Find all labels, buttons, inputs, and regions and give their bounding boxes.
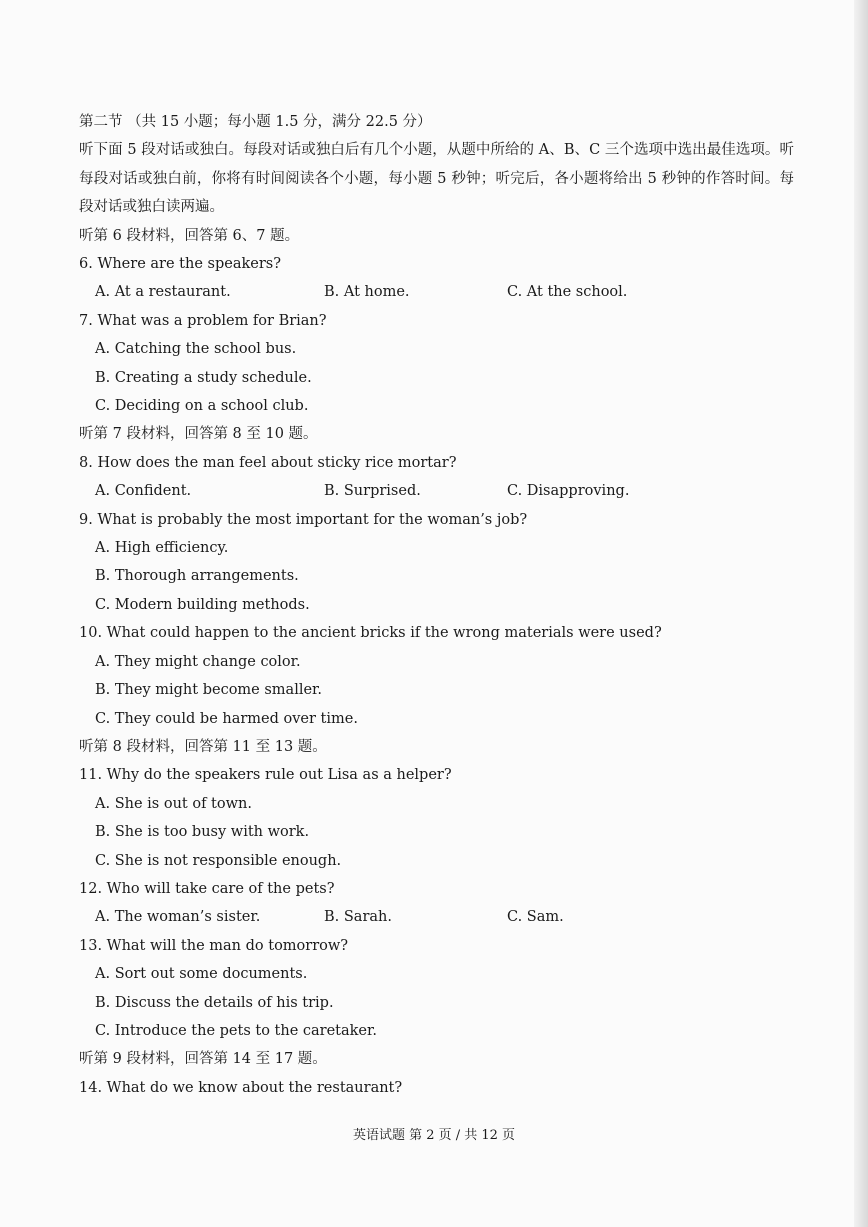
answer-option: A. At a restaurant. [95,284,231,301]
answer-option: B. At home. [324,284,410,301]
answer-option: B. Discuss the details of his trip. [95,994,334,1011]
question-stem: 14. What do we know about the restaurant? [79,1079,403,1096]
question-stem: 6. Where are the speakers? [79,256,281,273]
answer-option: C. She is not responsible enough. [95,852,342,869]
question-list [79,222,794,1103]
question-stem: 8. How does the man feel about sticky rice mortar? [79,454,457,471]
material-note: 听第 9 段材料，回答第 14 至 17 题。 [79,1051,327,1068]
answer-options-row [79,903,794,931]
page-edge-shadow [854,0,868,1227]
answer-option: A. They might change color. [95,653,301,670]
answer-option: A. Catching the school bus. [95,341,297,358]
answer-option: C. Sam. [507,909,564,926]
question-stem: 12. Who will take care of the pets? [79,880,335,897]
question-stem: 9. What is probably the most important for the woman’s job? [79,511,528,528]
question-stem: 13. What will the man do tomorrow? [79,937,349,954]
section-instructions: 听下面 5 段对话或独白。每段对话或独白后有几个小题，从题中所给的 A、B、C 三个选项中选出最佳选项。听每段对话或独白前，你将有时间阅读各个小题，每小题 5 秒钟；听完后，各小题将给出 5 秒钟的作答时间。每段对话或独白读两遍。 [79,142,794,216]
page-content [79,108,794,1102]
answer-option: B. Sarah. [324,909,392,926]
material-note: 听第 7 段材料，回答第 8 至 10 题。 [79,426,318,443]
answer-option: A. Confident. [95,483,192,500]
answer-option: B. Creating a study schedule. [95,369,312,386]
answer-option: C. Introduce the pets to the caretaker. [95,1022,377,1039]
page-footer: 英语试题 第 2 页 / 共 12 页 [352,1128,516,1143]
answer-option: A. She is out of town. [95,795,252,812]
answer-option: A. High efficiency. [95,540,229,557]
answer-options-row [79,278,794,306]
material-note: 听第 6 段材料，回答第 6、7 题。 [79,227,300,244]
answer-options-row [79,477,794,505]
answer-option: C. At the school. [507,284,628,301]
answer-option: B. She is too busy with work. [95,824,310,841]
answer-option: B. Surprised. [324,483,421,500]
answer-option: B. They might become smaller. [95,682,323,699]
answer-option: A. The woman’s sister. [95,909,261,926]
section-heading: 第二节 （共 15 小题；每小题 1.5 分，满分 22.5 分） [79,114,432,130]
material-note: 听第 8 段材料，回答第 11 至 13 题。 [79,738,327,755]
answer-option: C. Disapproving. [507,483,630,500]
answer-option: B. Thorough arrangements. [95,568,299,585]
question-stem: 11. Why do the speakers rule out Lisa as a helper? [79,767,452,784]
question-stem: 7. What was a problem for Brian? [79,312,327,329]
answer-option: C. Modern building methods. [95,596,310,613]
answer-option: C. They could be harmed over time. [95,710,358,727]
answer-option: A. Sort out some documents. [95,966,308,983]
question-stem: 10. What could happen to the ancient bricks if the wrong materials were used? [79,625,662,642]
answer-option: C. Deciding on a school club. [95,398,309,415]
